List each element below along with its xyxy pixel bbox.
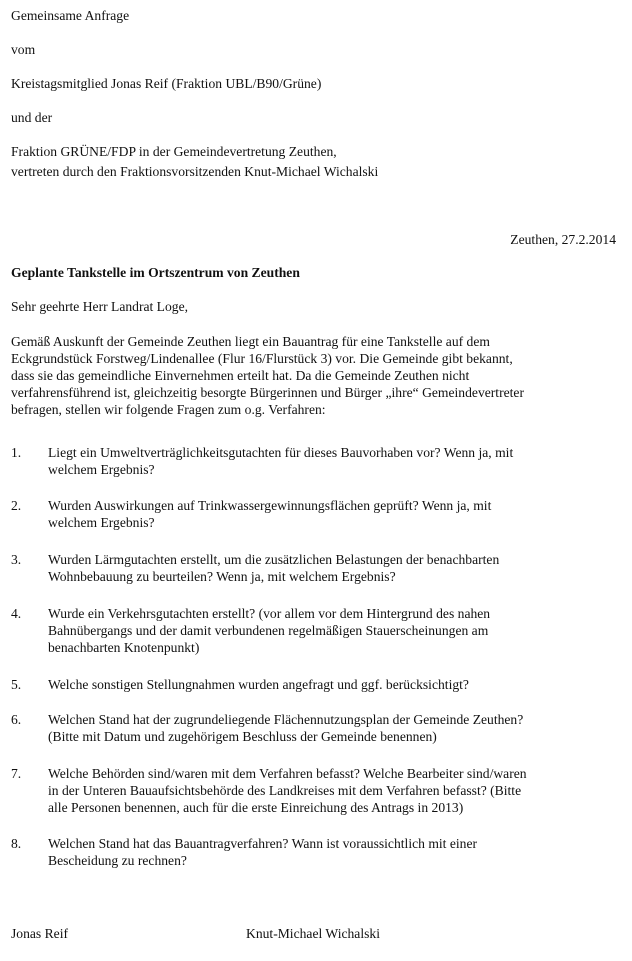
question-line: Welche sonstigen Stellungnahmen wurden angefragt und ggf. berücksichtigt? [48, 677, 469, 692]
question-text [48, 765, 628, 816]
intro-line: Eckgrundstück Forstweg/Lindenallee (Flur 16/Flurstück 3) vor. Die Gemeinde gibt bekannt, [11, 351, 513, 366]
question-number: 1. [11, 445, 22, 460]
question-line: Welchen Stand hat der zugrundeliegende Flächennutzungsplan der Gemeinde Zeuthen? [48, 712, 524, 727]
intro-line: verfahrensführend ist, gleichzeitig besorgte Bürgerinnen und Bürger „ihre“ Gemeindevertreter [11, 385, 524, 400]
intro-line: Gemäß Auskunft der Gemeinde Zeuthen liegt ein Bauantrag für eine Tankstelle auf dem [11, 334, 490, 349]
question-number: 8. [11, 836, 22, 851]
header-representative: vertreten durch den Fraktionsvorsitzenden Knut-Michael Wichalski [11, 164, 379, 179]
question-line: Wurden Auswirkungen auf Trinkwassergewinnungsflächen geprüft? Wenn ja, mit [48, 498, 492, 513]
question-text [48, 676, 628, 693]
question-text [48, 497, 628, 531]
intro-line: dass sie das gemeindliche Einvernehmen erteilt hat. Da die Gemeinde Zeuthen nicht [11, 368, 470, 383]
intro-paragraph [11, 333, 623, 418]
intro-line: befragen, stellen wir folgende Fragen zum o.g. Verfahren: [11, 402, 326, 417]
question-text [48, 605, 628, 656]
question-line: Wohnbebauung zu beurteilen? Wenn ja, mit welchem Ergebnis? [48, 569, 396, 584]
signature-right: Knut-Michael Wichalski [246, 926, 380, 941]
question-number: 5. [11, 677, 22, 692]
question-line: welchem Ergebnis? [48, 515, 155, 530]
header-sender-2: Fraktion GRÜNE/FDP in der Gemeindevertretung Zeuthen, [11, 144, 337, 159]
question-line: in der Unteren Bauaufsichtsbehörde des Landkreises mit dem Verfahren befasst? (Bitte [48, 783, 522, 798]
signature-left: Jonas Reif [11, 926, 69, 941]
question-line: Bahnübergangs und der damit verbundenen regelmäßigen Stauerscheinungen am [48, 623, 489, 638]
question-text [48, 551, 628, 585]
letter-subject: Geplante Tankstelle im Ortszentrum von Zeuthen [11, 265, 300, 280]
question-number: 2. [11, 498, 22, 513]
question-line: Wurde ein Verkehrsgutachten erstellt? (vor allem vor dem Hintergrund des nahen [48, 606, 491, 621]
question-line: Bescheidung zu rechnen? [48, 853, 187, 868]
question-line: Liegt ein Umweltverträglichkeitsgutachten für dieses Bauvorhaben vor? Wenn ja, mit [48, 445, 514, 460]
salutation: Sehr geehrte Herr Landrat Loge, [11, 299, 189, 314]
question-number: 4. [11, 606, 22, 621]
question-number: 3. [11, 552, 22, 567]
header-and: und der [11, 110, 53, 125]
question-line: benachbarten Knotenpunkt) [48, 640, 200, 655]
header-from: vom [11, 42, 36, 57]
header-title: Gemeinsame Anfrage [11, 8, 130, 23]
question-text [48, 835, 628, 869]
question-line: alle Personen benennen, auch für die erste Einreichung des Antrags in 2013) [48, 800, 464, 815]
header-sender-1: Kreistagsmitglied Jonas Reif (Fraktion UBL/B90/Grüne) [11, 76, 322, 91]
question-line: welchem Ergebnis? [48, 462, 155, 477]
question-number: 7. [11, 766, 22, 781]
question-number: 6. [11, 712, 22, 727]
question-text [48, 711, 628, 745]
question-line: Welche Behörden sind/waren mit dem Verfahren befasst? Welche Bearbeiter sind/waren [48, 766, 527, 781]
letter-date: Zeuthen, 27.2.2014 [510, 232, 616, 247]
question-line: (Bitte mit Datum und zugehörigem Beschluss der Gemeinde benennen) [48, 729, 437, 744]
question-line: Welchen Stand hat das Bauantragverfahren? Wann ist voraussichtlich mit einer [48, 836, 478, 851]
question-line: Wurden Lärmgutachten erstellt, um die zusätzlichen Belastungen der benachbarten [48, 552, 500, 567]
question-text [48, 444, 628, 478]
